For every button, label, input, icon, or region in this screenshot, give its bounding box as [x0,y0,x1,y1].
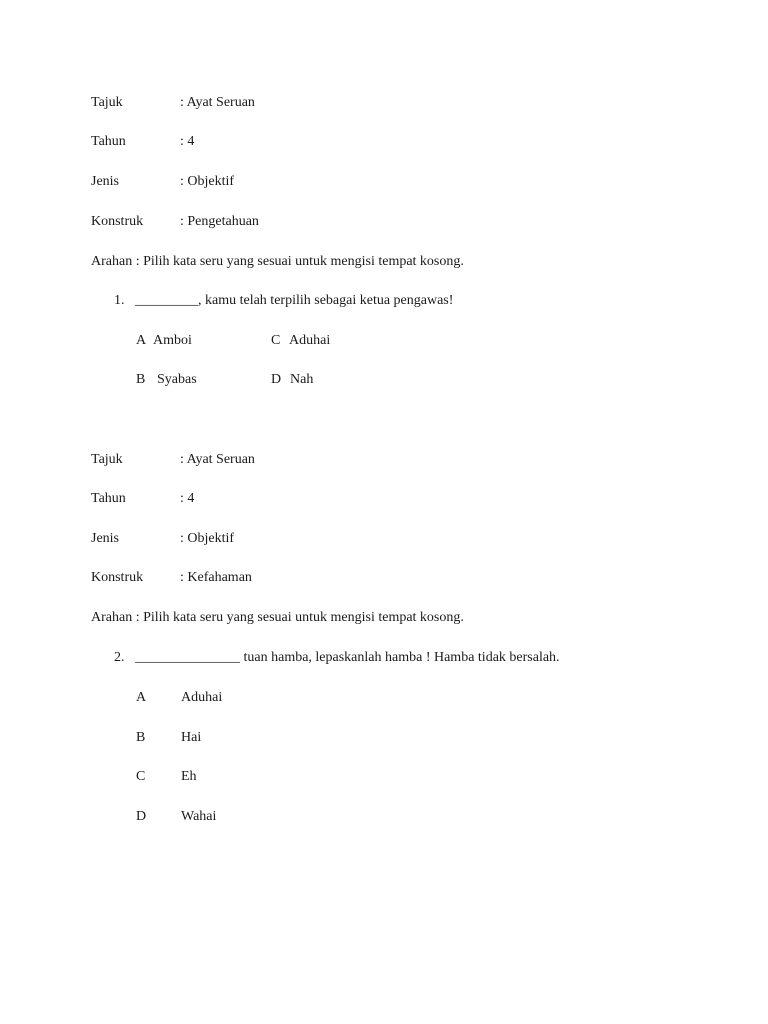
option-letter-d: D [136,809,147,824]
option-text-d: Nah [290,372,314,387]
meta-label-jenis: Jenis [91,174,119,189]
option-text-a: Aduhai [181,690,223,705]
meta-value-tahun: : 4 [180,491,195,506]
question-text: _______________ tuan hamba, lepaskanlah hamba ! Hamba tidak bersalah. [135,650,560,665]
meta-label-konstruk: Konstruk [91,214,144,229]
option-text-b: Syabas [157,372,197,387]
meta-label-tajuk: Tajuk [91,95,123,110]
option-letter-a: A [136,333,147,348]
option-letter-b: B [136,730,146,745]
meta-value-jenis: : Objektif [180,174,235,189]
meta-label-tajuk: Tajuk [91,452,123,467]
option-letter-d: D [271,372,282,387]
instruction-text: Arahan : Pilih kata seru yang sesuai untuk mengisi tempat kosong. [91,610,464,625]
meta-value-konstruk: : Kefahaman [180,570,252,585]
option-letter-a: A [136,690,147,705]
meta-value-tahun: : 4 [180,134,195,149]
option-letter-c: C [136,769,146,784]
meta-value-konstruk: : Pengetahuan [180,214,259,229]
option-text-b: Hai [181,730,202,745]
option-text-c: Aduhai [289,333,331,348]
option-text-c: Eh [181,769,197,784]
meta-value-tajuk: : Ayat Seruan [180,452,255,467]
meta-value-tajuk: : Ayat Seruan [180,95,255,110]
instruction-text: Arahan : Pilih kata seru yang sesuai untuk mengisi tempat kosong. [91,254,464,269]
meta-value-jenis: : Objektif [180,531,235,546]
option-text-a: Amboi [153,333,192,348]
meta-label-jenis: Jenis [91,531,119,546]
option-text-d: Wahai [181,809,217,824]
option-letter-b: B [136,372,146,387]
option-letter-c: C [271,333,281,348]
meta-label-tahun: Tahun [91,134,126,149]
question-text: _________, kamu telah terpilih sebagai ketua pengawas! [135,293,454,308]
question-number: 2. [114,650,125,665]
question-number: 1. [114,293,125,308]
meta-label-konstruk: Konstruk [91,570,144,585]
meta-label-tahun: Tahun [91,491,126,506]
